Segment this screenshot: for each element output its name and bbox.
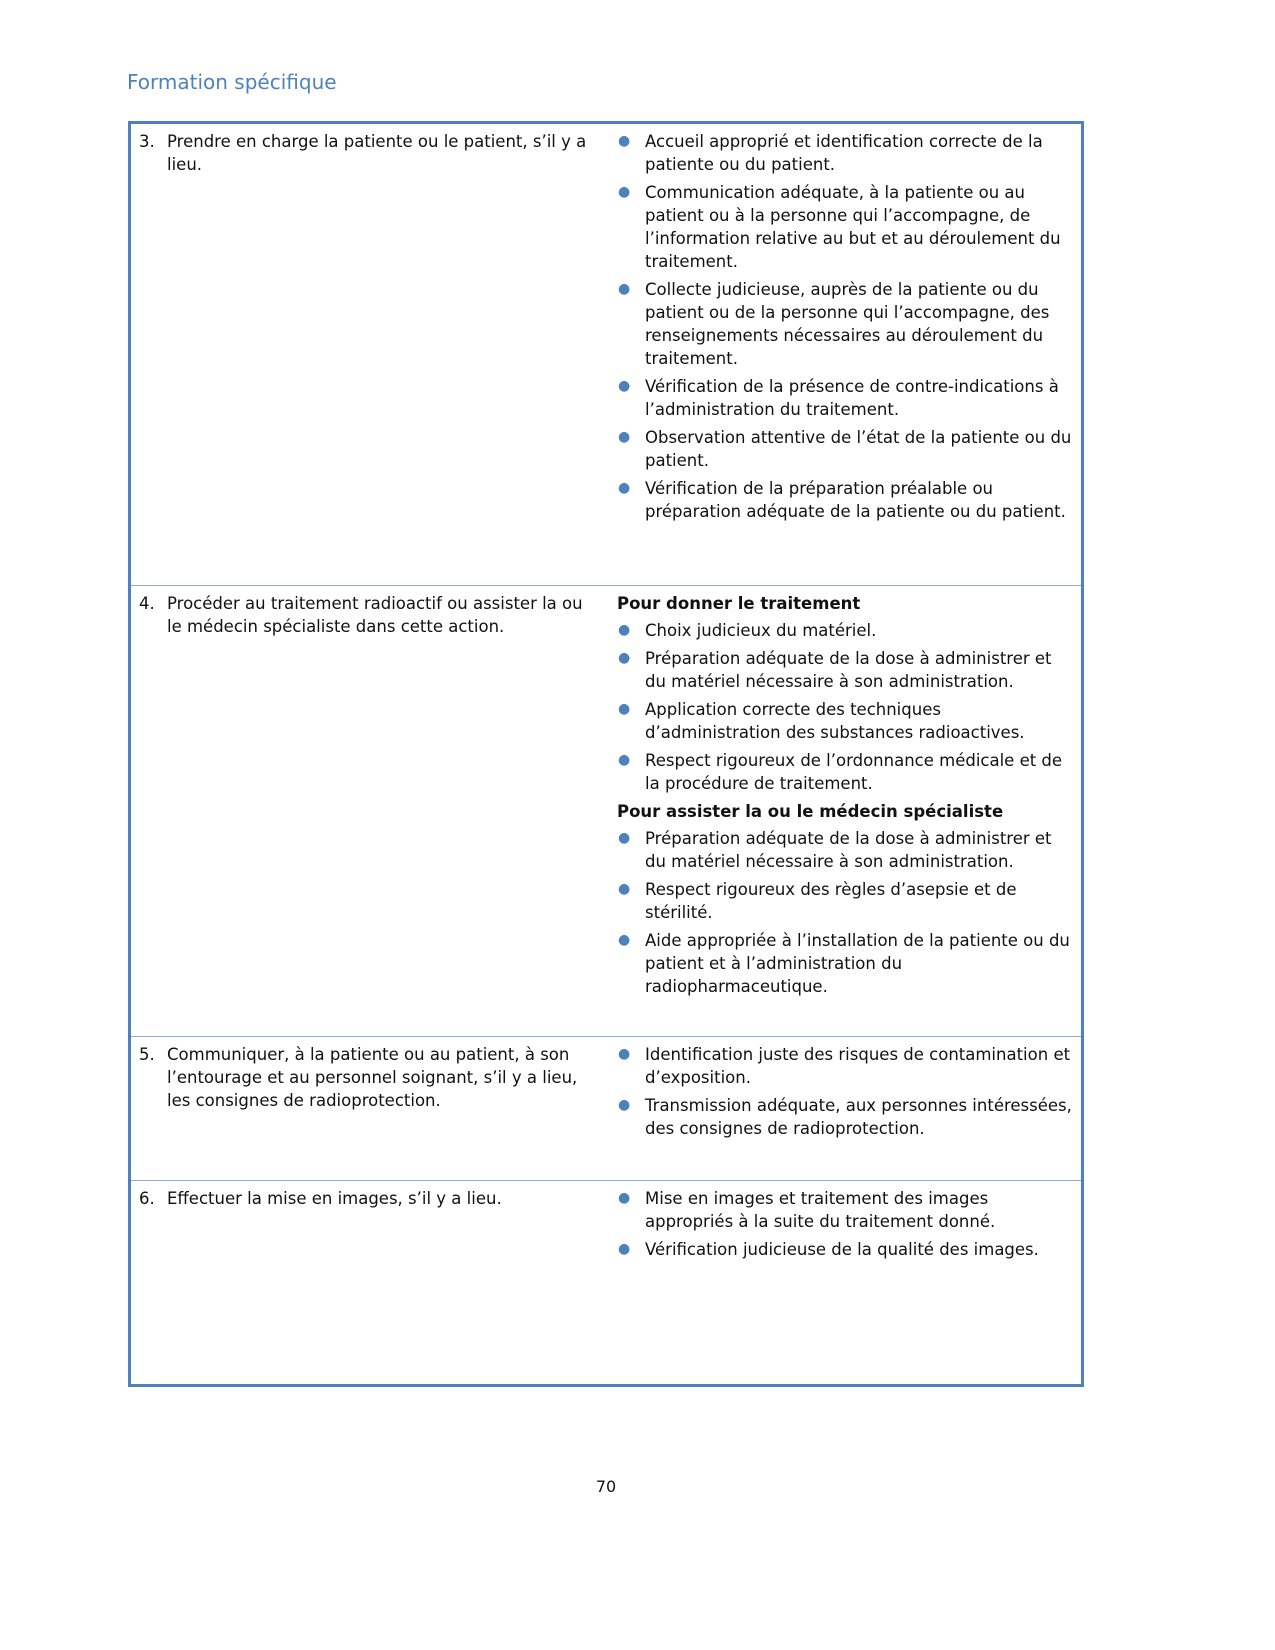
- table-row: [130, 1181, 1083, 1386]
- criteria-text: Aide appropriée à l’installation de la patiente ou du patient et à l’administration du radiopharmaceutique.: [645, 931, 1070, 996]
- list-item: [617, 375, 1073, 421]
- list-item: [617, 1094, 1073, 1140]
- objective-text: Procéder au traitement radioactif ou assister la ou le médecin spécialiste dans cette action.: [167, 594, 583, 636]
- criteria-list: [617, 1043, 1073, 1140]
- table-row: [130, 586, 1083, 1037]
- list-item: [617, 278, 1073, 370]
- objective-text: Prendre en charge la patiente ou le patient, s’il y a lieu.: [167, 132, 587, 174]
- criteria-heading: Pour assister la ou le médecin spécialiste: [617, 802, 1004, 821]
- criteria-text: Respect rigoureux des règles d’asepsie et de stérilité.: [645, 880, 1017, 922]
- criteria-text: Vérification de la présence de contre-indications à l’administration du traitement.: [645, 377, 1059, 419]
- list-item: [617, 181, 1073, 273]
- objective-number: 4.: [139, 594, 155, 613]
- list-item: [617, 698, 1073, 744]
- criteria-text: Préparation adéquate de la dose à administrer et du matériel nécessaire à son administration.: [645, 649, 1052, 691]
- criteria-list: [617, 827, 1073, 998]
- criteria-cell: [609, 586, 1083, 1037]
- criteria-text: Mise en images et traitement des images appropriés à la suite du traitement donné.: [645, 1189, 996, 1231]
- objective-cell: [130, 1037, 610, 1181]
- list-item: [617, 1238, 1073, 1261]
- criteria-text: Identification juste des risques de contamination et d’exposition.: [645, 1045, 1071, 1087]
- table-row: [130, 1037, 1083, 1181]
- bullet-icon: ●: [618, 752, 631, 768]
- page-number: 70: [595, 1477, 617, 1496]
- section-title: Formation spécifique: [127, 70, 337, 94]
- criteria-text: Accueil approprié et identification correcte de la patiente ou du patient.: [645, 132, 1043, 174]
- criteria-text: Communication adéquate, à la patiente ou au patient ou à la personne qui l’accompagne, de l’information relative au but et au déroulement du traitement.: [645, 183, 1061, 271]
- bullet-icon: ●: [618, 1097, 631, 1113]
- criteria-list: [617, 1187, 1073, 1261]
- list-item: [617, 827, 1073, 873]
- criteria-heading: Pour donner le traitement: [617, 594, 861, 613]
- list-item: [617, 1187, 1073, 1233]
- list-item: [617, 749, 1073, 795]
- objective-cell: [130, 1181, 610, 1386]
- bullet-icon: ●: [618, 701, 631, 717]
- objective-text: Communiquer, à la patiente ou au patient, à son l’entourage et au personnel soignant, s’il y a lieu, les consignes de radioprotection.: [167, 1045, 578, 1110]
- table-row: [130, 123, 1083, 586]
- bullet-icon: ●: [618, 622, 631, 638]
- bullet-icon: ●: [618, 281, 631, 297]
- objective-text: Effectuer la mise en images, s’il y a lieu.: [167, 1189, 502, 1208]
- bullet-icon: ●: [618, 1241, 631, 1257]
- bullet-icon: ●: [618, 881, 631, 897]
- criteria-list: [617, 130, 1073, 523]
- criteria-text: Préparation adéquate de la dose à administrer et du matériel nécessaire à son administration.: [645, 829, 1052, 871]
- objective-number: 6.: [139, 1189, 155, 1208]
- list-item: [617, 1043, 1073, 1089]
- objective-cell: [130, 123, 610, 586]
- competency-table: [128, 121, 1084, 1387]
- objective-number: 3.: [139, 132, 155, 151]
- bullet-icon: ●: [618, 650, 631, 666]
- criteria-cell: [609, 1181, 1083, 1386]
- objective-cell: [130, 586, 610, 1037]
- criteria-text: Vérification de la préparation préalable ou préparation adéquate de la patiente ou du patient.: [645, 479, 1066, 521]
- criteria-text: Respect rigoureux de l’ordonnance médicale et de la procédure de traitement.: [645, 751, 1063, 793]
- criteria-cell: [609, 123, 1083, 586]
- bullet-icon: ●: [618, 133, 631, 149]
- bullet-icon: ●: [618, 1190, 631, 1206]
- list-item: [617, 426, 1073, 472]
- list-item: [617, 878, 1073, 924]
- bullet-icon: ●: [618, 378, 631, 394]
- bullet-icon: ●: [618, 429, 631, 445]
- bullet-icon: ●: [618, 480, 631, 496]
- criteria-cell: [609, 1037, 1083, 1181]
- list-item: [617, 130, 1073, 176]
- criteria-text: Application correcte des techniques d’administration des substances radioactives.: [645, 700, 1025, 742]
- criteria-list: [617, 619, 1073, 795]
- list-item: [617, 929, 1073, 998]
- criteria-text: Transmission adéquate, aux personnes intéressées, des consignes de radioprotection.: [645, 1096, 1072, 1138]
- criteria-text: Vérification judicieuse de la qualité des images.: [645, 1240, 1039, 1259]
- bullet-icon: ●: [618, 932, 631, 948]
- list-item: [617, 619, 1073, 642]
- criteria-text: Choix judicieux du matériel.: [645, 621, 877, 640]
- bullet-icon: ●: [618, 1046, 631, 1062]
- objective-number: 5.: [139, 1045, 155, 1064]
- bullet-icon: ●: [618, 830, 631, 846]
- list-item: [617, 477, 1073, 523]
- bullet-icon: ●: [618, 184, 631, 200]
- list-item: [617, 647, 1073, 693]
- criteria-text: Observation attentive de l’état de la patiente ou du patient.: [645, 428, 1072, 470]
- criteria-text: Collecte judicieuse, auprès de la patiente ou du patient ou de la personne qui l’accompagne, des renseignements nécessaires au déroulement du traitement.: [645, 280, 1050, 368]
